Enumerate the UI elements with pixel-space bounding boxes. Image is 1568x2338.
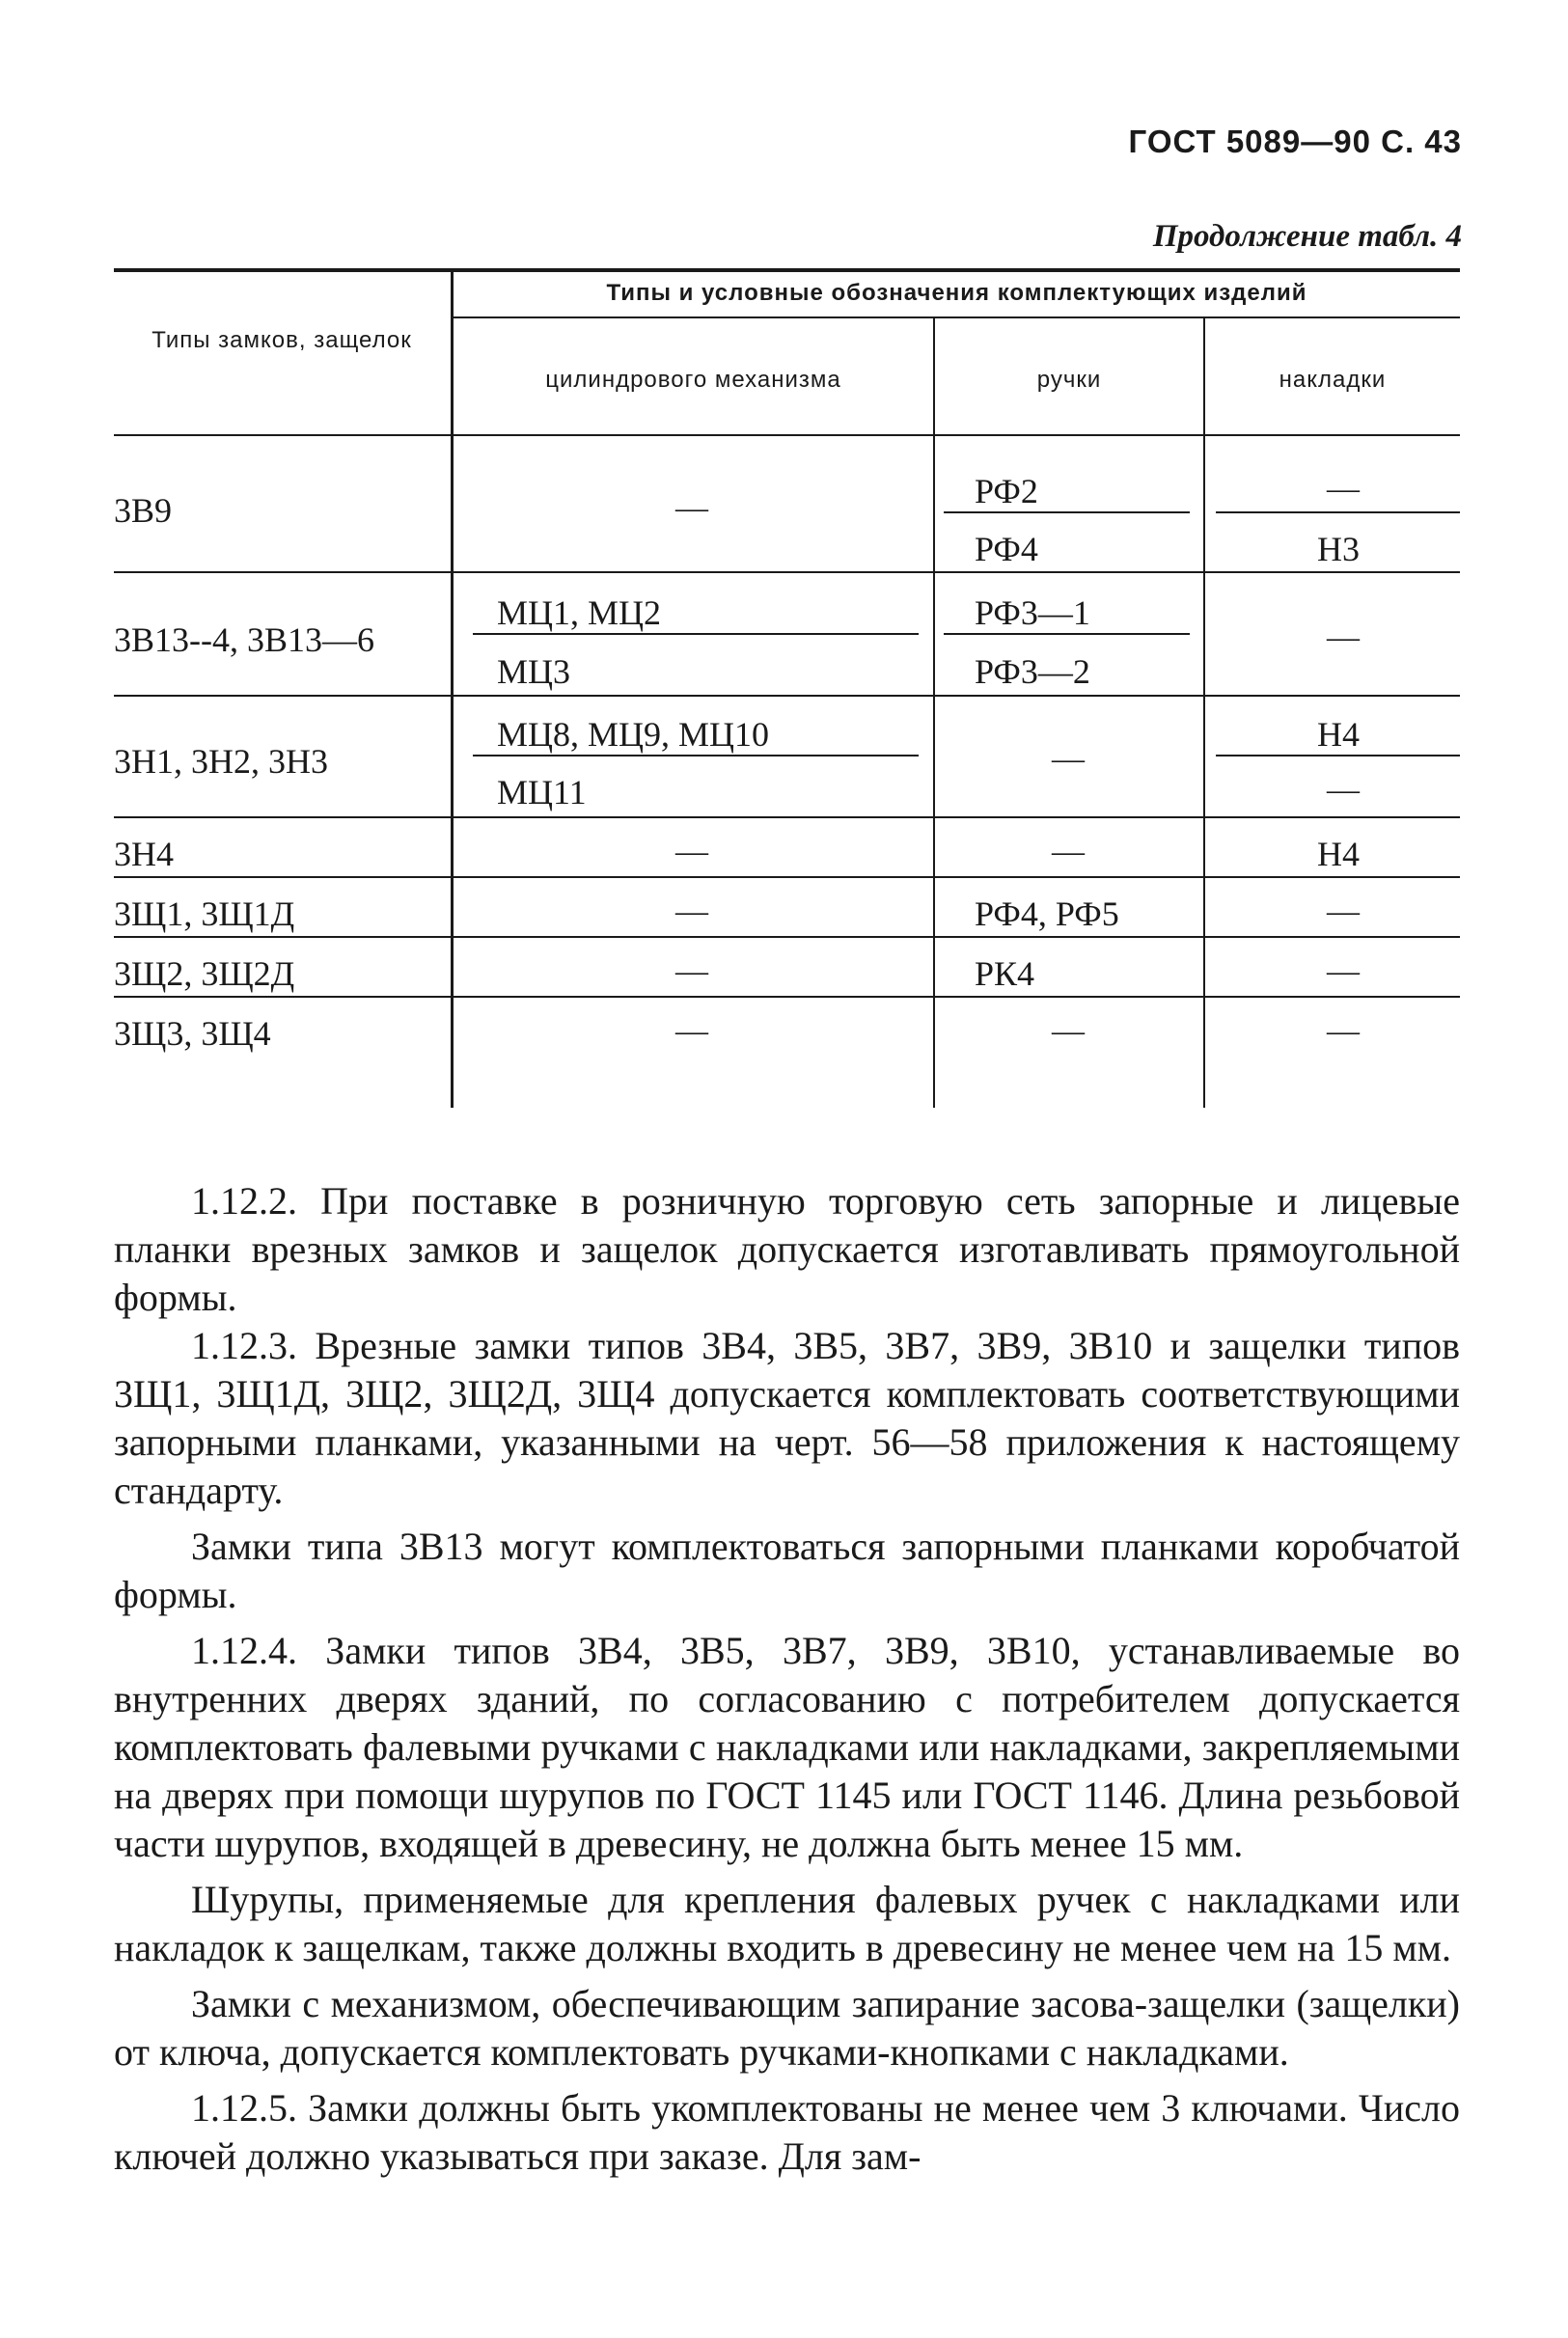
row-type: 3Щ3, 3Щ4 <box>114 1014 271 1053</box>
paragraph: Шурупы, применяемые для крепления фалевых ручек с накладками или накладок к защелкам, также должны входить в древесину не менее чем на 15 мм. <box>114 1878 1460 1969</box>
cell-plates: — <box>1327 471 1360 507</box>
table-divider-type <box>451 270 454 1108</box>
group-header-rule <box>454 316 1460 318</box>
row-rule <box>114 695 1460 697</box>
row-rule <box>114 996 1460 998</box>
row-rule <box>114 876 1460 878</box>
cell-underline <box>944 511 1190 513</box>
cell-underline <box>944 633 1190 635</box>
row-type: 3В13--4, 3В13—6 <box>114 620 374 659</box>
cell-handles: РФ4 <box>975 530 1038 568</box>
cell-handles: РФ2 <box>975 472 1038 510</box>
table-continuation-label: Продолжение табл. 4 <box>1152 219 1462 254</box>
cell-cylinder: МЦ1, МЦ2 <box>497 593 662 632</box>
table-header-rule <box>114 434 1460 436</box>
cell-underline <box>473 633 919 635</box>
cell-cylinder: — <box>675 894 708 929</box>
cell-plates: — <box>1327 772 1360 808</box>
paragraph: Замки с механизмом, обеспечивающим запирание засова-защелки (защелки) от ключа, допускается комплектовать ручками-кнопками с накладками. <box>114 1982 1460 2074</box>
cell-underline <box>1216 511 1460 513</box>
row-type: 3В9 <box>114 491 173 530</box>
cell-cylinder: МЦ3 <box>497 652 571 691</box>
table-divider-handles <box>1203 318 1205 1108</box>
row-type: 3Щ1, 3Щ1Д <box>114 894 295 933</box>
paragraph: 1.12.2. При поставке в розничную торговую сеть запорные и лицевые планки врезных замков и защелок допускается изготавливать прямоугольной формы. <box>114 1179 1460 1319</box>
cell-plates: Н4 <box>1317 715 1360 754</box>
cell-cylinder: — <box>675 834 708 869</box>
cell-handles: РФ4, РФ5 <box>975 894 1119 933</box>
cell-handles: РК4 <box>975 954 1035 993</box>
cell-plates: — <box>1327 619 1360 655</box>
cell-handles: — <box>1052 834 1085 869</box>
cell-handles: — <box>1052 741 1085 777</box>
cell-cylinder: МЦ11 <box>497 773 587 811</box>
cell-cylinder: — <box>675 1013 708 1049</box>
cell-handles: РФ3—1 <box>975 593 1090 632</box>
row-rule <box>114 571 1460 573</box>
row-rule <box>114 936 1460 938</box>
col-header-plates: накладки <box>1279 367 1387 393</box>
cell-underline <box>473 755 919 756</box>
cell-cylinder: — <box>675 953 708 989</box>
row-type: 3Щ2, 3Щ2Д <box>114 954 295 993</box>
col-header-lock-types: Типы замков, защелок <box>151 327 412 353</box>
cell-cylinder: МЦ8, МЦ9, МЦ10 <box>497 715 770 754</box>
paragraph: Замки типа 3В13 могут комплектоваться запорными планками коробчатой формы. <box>114 1525 1460 1616</box>
body-text <box>114 1177 1460 2181</box>
col-header-handles: ручки <box>1036 367 1102 393</box>
row-type: 3Н1, 3Н2, 3Н3 <box>114 742 328 781</box>
row-rule <box>114 816 1460 818</box>
paragraph: 1.12.3. Врезные замки типов 3В4, 3В5, 3В7, 3В9, 3В10 и защелки типов 3Щ1, 3Щ1Д, 3Щ2, 3Щ2Д, 3Щ4 допускается комплектовать соответствующими запорными планками, указанными на черт. 56—58 приложения к настоящему стандарту. <box>114 1324 1460 1512</box>
paragraph: 1.12.4. Замки типов 3В4, 3В5, 3В7, 3В9, 3В10, устанавливаемые во внутренних дверях зданий, по согласованию с потребителем допускается комплектовать фалевыми ручками с накладками или накладками, закрепляемыми на дверях при помощи шурупов по ГОСТ 1145 или ГОСТ 1146. Длина резьбовой части шурупов, входящей в древесину, не должна быть менее 15 мм. <box>114 1629 1460 1865</box>
cell-underline <box>1216 755 1460 756</box>
table-divider-cylinder <box>933 318 935 1108</box>
cell-handles: РФ3—2 <box>975 652 1090 691</box>
paragraph: 1.12.5. Замки должны быть укомплектованы не менее чем 3 ключами. Число ключей должно указываться при заказе. Для зам- <box>114 2086 1460 2178</box>
cell-plates: — <box>1327 1013 1360 1049</box>
cell-handles: — <box>1052 1013 1085 1049</box>
page-header: ГОСТ 5089—90 С. 43 <box>1128 124 1462 159</box>
cell-plates: — <box>1327 953 1360 989</box>
cell-plates: Н3 <box>1317 530 1360 568</box>
cell-plates: — <box>1327 894 1360 929</box>
row-type: 3Н4 <box>114 835 174 873</box>
col-header-cylinder: цилиндрового механизма <box>545 367 841 393</box>
table-top-rule <box>114 268 1460 272</box>
cell-plates: Н4 <box>1317 835 1360 873</box>
cell-cylinder: — <box>675 490 708 526</box>
col-header-group: Типы и условные обозначения комплектующих изделий <box>606 280 1307 306</box>
